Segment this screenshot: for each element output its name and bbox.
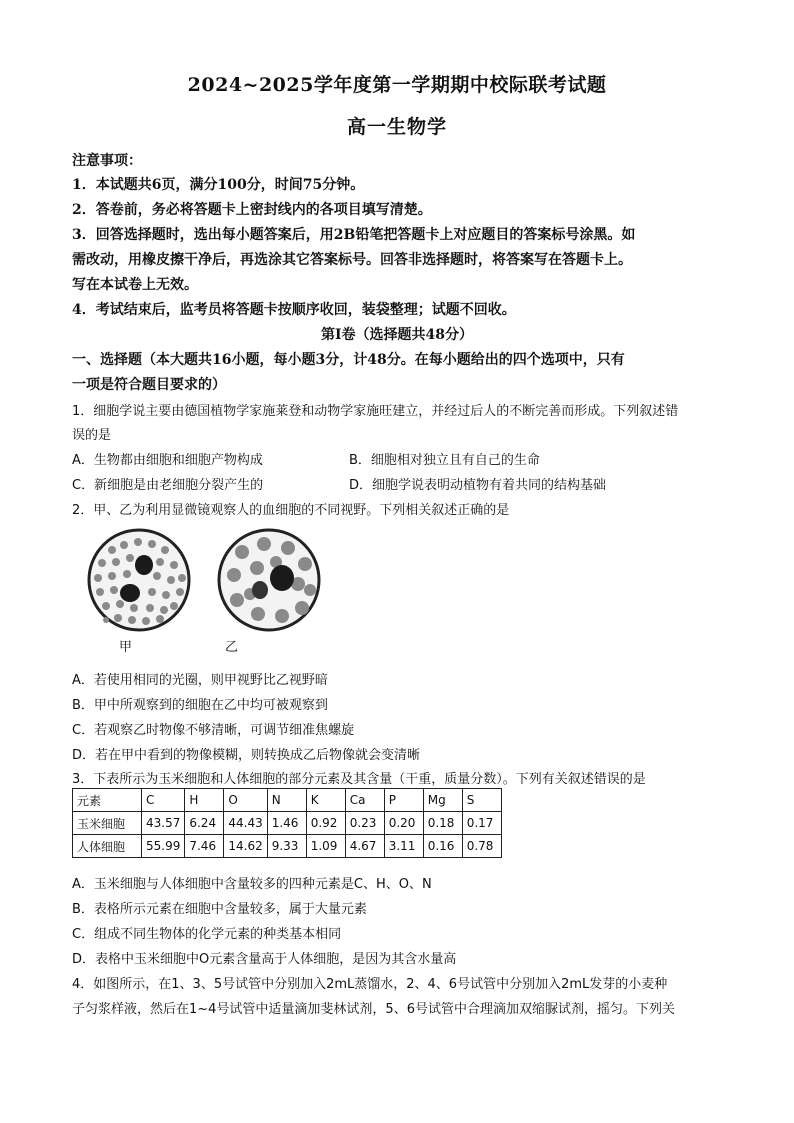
table-cell: 玉米细胞 [73,812,142,835]
notice-item: 3．回答选择题时，选出每小题答案后，用2B铅笔把答题卡上对应题目的答案标号涂黑。如 [72,227,636,243]
table-header-cell: 元素 [73,789,142,812]
notice-item: 4．考试结束后，监考员将答题卡按顺序收回，装袋整理；试题不回收。 [72,302,516,318]
table-header-cell: P [384,789,423,812]
table-cell: 4.67 [345,835,384,858]
section-heading-cont: 一项是符合题目要求的） [72,377,226,393]
q1-option-b: B．细胞相对独立且有自己的生命 [349,453,540,468]
q2-option-b: B．甲中所观察到的细胞在乙中均可被观察到 [72,698,328,713]
table-header-cell: Ca [345,789,384,812]
table-cell: 7.46 [185,835,224,858]
q1-stem: 1．细胞学说主要由德国植物学家施莱登和动物学家施旺建立，并经过后人的不断完善而形成。下列叙述错 [72,404,679,419]
q1-option-a: A．生物都由细胞和细胞产物构成 [72,453,263,468]
view-jia [89,530,189,630]
exam-subject: 高一生物学 [346,116,447,138]
table-header-row [73,789,502,812]
table-row [73,835,502,858]
view-yi-label: 乙 [225,640,239,655]
table-cell: 44.43 [224,812,267,835]
q3-stem: 3．下表所示为玉米细胞和人体细胞的部分元素及其含量（干重，质量分数）。下列有关叙述错误的是 [72,772,646,787]
view-yi [219,530,319,630]
table-header-cell: Mg [423,789,462,812]
table-cell: 人体细胞 [73,835,142,858]
notice-item: 需改动，用橡皮擦干净后，再选涂其它答案标号。回答非选择题时，将答案写在答题卡上。 [72,252,632,268]
q1-option-d: D．细胞学说表明动植物有着共同的结构基础 [349,478,607,493]
exam-title: 2024~2025学年度第一学期期中校际联考试题 [187,74,607,96]
notice-item: 写在本试卷上无效。 [72,277,198,293]
table-cell: 6.24 [185,812,224,835]
table-cell: 55.99 [142,835,185,858]
table-header-cell: N [267,789,306,812]
table-cell: 14.62 [224,835,267,858]
notice-item: 2．答卷前，务必将答题卡上密封线内的各项目填写清楚。 [72,202,432,218]
table-header-cell: O [224,789,267,812]
q4-stem-cont: 子匀浆样液，然后在1~4号试管中适量滴加斐林试剂，5、6号试管中合理滴加双缩脲试剂，摇匀。下列关 [72,1002,675,1017]
q3-option-d: D．表格中玉米细胞中O元素含量高于人体细胞，是因为其含水量高 [72,952,457,967]
table-cell: 43.57 [142,812,185,835]
table-cell: 0.17 [462,812,501,835]
notice-heading: 注意事项： [72,153,142,169]
table-header-cell: K [306,789,345,812]
element-table [72,788,502,858]
table-cell: 0.18 [423,812,462,835]
q3-option-c: C．组成不同生物体的化学元素的种类基本相同 [72,927,342,942]
section-heading: 一、选择题（本大题共16小题，每小题3分，计48分。在每小题给出的四个选项中，只有 [72,352,625,368]
view-jia-label: 甲 [119,640,133,655]
table-row [73,812,502,835]
table-cell: 0.23 [345,812,384,835]
q3-option-a: A．玉米细胞与人体细胞中含量较多的四种元素是C、H、O、N [72,877,432,892]
table-cell: 3.11 [384,835,423,858]
table-cell: 0.16 [423,835,462,858]
q2-option-d: D．若在甲中看到的物像模糊，则转换成乙后物像就会变清晰 [72,748,421,763]
q3-option-b: B．表格所示元素在细胞中含量较多，属于大量元素 [72,902,367,917]
table-cell: 0.78 [462,835,501,858]
table-header-cell: H [185,789,224,812]
q1-stem-cont: 误的是 [72,428,112,443]
notice-item: 1．本试题共6页，满分100分，时间75分钟。 [72,177,365,193]
q1-option-c: C．新细胞是由老细胞分裂产生的 [72,478,264,493]
microscope-figure [72,520,332,660]
q2-option-c: C．若观察乙时物像不够清晰，可调节细准焦螺旋 [72,723,355,738]
q2-option-a: A．若使用相同的光圈，则甲视野比乙视野暗 [72,673,328,688]
table-cell: 0.20 [384,812,423,835]
table-header-cell: S [462,789,501,812]
table-cell: 1.46 [267,812,306,835]
table-cell: 0.92 [306,812,345,835]
q4-stem: 4．如图所示，在1、3、5号试管中分别加入2mL蒸馏水，2、4、6号试管中分别加入2mL发芽的小麦种 [72,977,668,992]
table-cell: 1.09 [306,835,345,858]
table-header-cell: C [142,789,185,812]
part-heading: 第Ⅰ卷（选择题共48分） [320,327,474,343]
table-cell: 9.33 [267,835,306,858]
q2-stem: 2．甲、乙为利用显微镜观察人的血细胞的不同视野。下列相关叙述正确的是 [72,503,510,518]
